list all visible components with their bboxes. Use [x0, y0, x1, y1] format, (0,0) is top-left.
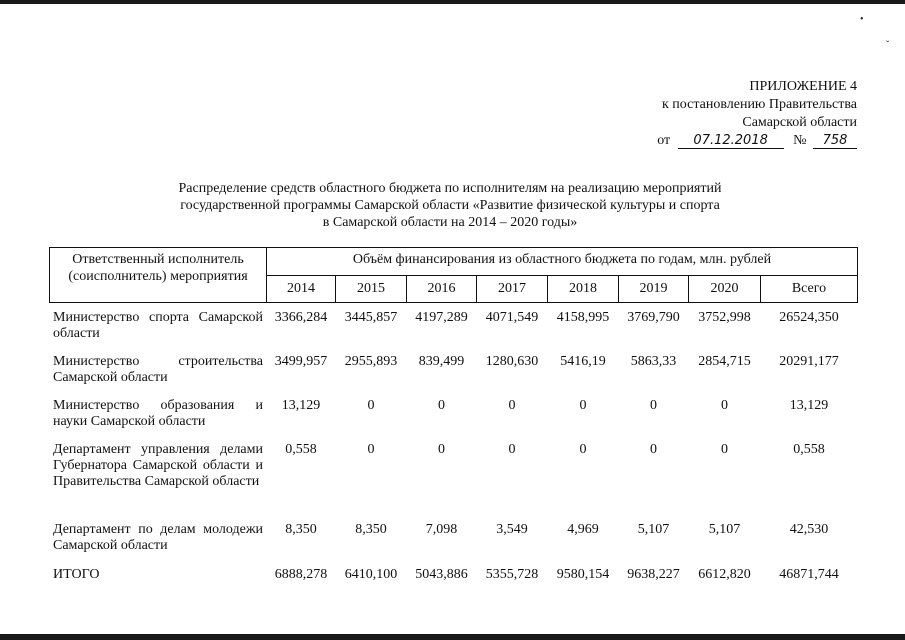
table-cell: 5416,19 [560, 354, 606, 369]
year-header-2016: 2016 [406, 275, 477, 303]
table-cell: 0 [721, 398, 728, 413]
table-cell: 0,558 [793, 442, 825, 457]
appendix-date-line [657, 132, 857, 150]
table-cell: 2955,893 [344, 354, 398, 369]
table-cell: 5,107 [637, 522, 670, 537]
table-cell: 0 [367, 398, 375, 413]
table-cell: 4197,289 [415, 310, 468, 325]
executor-header [49, 247, 267, 303]
table-cell: 0 [721, 442, 728, 457]
year-header-total: Всего [760, 275, 858, 303]
year-header-2019: 2019 [618, 275, 689, 303]
table-cell: 13,129 [789, 398, 829, 413]
table-cell: 839,499 [418, 354, 465, 369]
table-cell: 3752,998 [698, 310, 751, 325]
table-cell-total: 46871,744 [779, 567, 839, 582]
table-cell-total: 5355,728 [485, 567, 539, 582]
table-cell: 5863,33 [630, 354, 677, 369]
handwritten-date: 07.12.2018 [678, 134, 784, 149]
table-cell: 4158,995 [556, 310, 610, 325]
table-cell-total: 6612,820 [698, 567, 751, 582]
table-cell-total: 6410,100 [344, 567, 398, 582]
scan-speck: • [860, 14, 864, 25]
appendix-title: ПРИЛОЖЕНИЕ 4 [749, 79, 857, 94]
table-cell: 0 [650, 398, 657, 413]
table-cell-total: 9580,154 [556, 567, 610, 582]
table-cell: 42,530 [789, 522, 829, 537]
from-label: от [657, 133, 671, 148]
table-cell-total: 6888,278 [274, 567, 328, 582]
table-cell: 0 [579, 442, 587, 457]
table-cell: 5,107 [708, 522, 741, 537]
table-row-executor: Департамент по делам молодежи Самарской области [53, 522, 263, 553]
appendix-line-region: Самарской области [742, 115, 857, 130]
table-cell: 8,350 [285, 522, 317, 537]
title-line-1: Распределение средств областного бюджета по исполнителям на реализацию мероприятий [178, 181, 722, 196]
table-cell: 13,129 [281, 398, 321, 413]
appendix-block [657, 78, 857, 150]
table-cell: 26524,350 [779, 310, 839, 325]
appendix-line-decree: к постановлению Правительства [661, 97, 857, 112]
table-cell: 0,558 [285, 442, 317, 457]
table-row-executor: Министерство спорта Самарской области [53, 310, 263, 341]
table-cell: 8,350 [355, 522, 387, 537]
title-line-2: государственной программы Самарской области «Развитие физической культуры и спорта [180, 198, 720, 213]
table-cell: 0 [438, 442, 445, 457]
title-line-3: в Самарской области на 2014 – 2020 годы» [322, 215, 578, 230]
table-cell: 0 [438, 398, 445, 413]
funding-header: Объём финансирования из областного бюджета по годам, млн. рублей [266, 247, 858, 276]
handwritten-number: 758 [813, 134, 857, 149]
year-header-2017: 2017 [476, 275, 548, 303]
executor-header-line-1: Ответственный исполнитель [72, 252, 244, 267]
table-row-executor: Департамент управления делами Губернатора Самарской области и Правительства Самарской области [53, 442, 263, 489]
table-cell: 2854,715 [698, 354, 751, 369]
table-cell: 3366,284 [274, 310, 328, 325]
table-cell: 4,969 [567, 522, 599, 537]
year-header-2018: 2018 [547, 275, 619, 303]
year-header-2015: 2015 [335, 275, 407, 303]
table-cell-total: 5043,886 [415, 567, 468, 582]
bottom-scan-border [0, 634, 905, 640]
table-cell-total: 9638,227 [627, 567, 680, 582]
executor-header-line-2: (соисполнитель) мероприятия [68, 269, 248, 284]
table-row-executor: Министерство образования и науки Самарской области [53, 398, 263, 429]
table-cell: 7,098 [425, 522, 458, 537]
number-label: № [793, 133, 807, 148]
table-cell: 0 [367, 442, 375, 457]
top-scan-border [0, 0, 905, 4]
table-cell: 3769,790 [627, 310, 680, 325]
table-cell: 4071,549 [485, 310, 539, 325]
table-cell: 0 [650, 442, 657, 457]
table-cell: 0 [579, 398, 587, 413]
year-header-2020: 2020 [688, 275, 761, 303]
table-cell: 3499,957 [274, 354, 328, 369]
table-cell: 0 [508, 442, 516, 457]
table-row-executor: Министерство строительства Самарской области [53, 354, 263, 385]
document-title [100, 180, 800, 231]
table-cell: 1280,630 [485, 354, 539, 369]
table-cell: 0 [508, 398, 516, 413]
table-cell: 3445,857 [344, 310, 398, 325]
year-header-2014: 2014 [266, 275, 336, 303]
scan-speck: ˇ [886, 40, 890, 51]
table-row-total-label: ИТОГО [53, 567, 100, 582]
table-cell: 20291,177 [779, 354, 839, 369]
table-cell: 3,549 [496, 522, 528, 537]
